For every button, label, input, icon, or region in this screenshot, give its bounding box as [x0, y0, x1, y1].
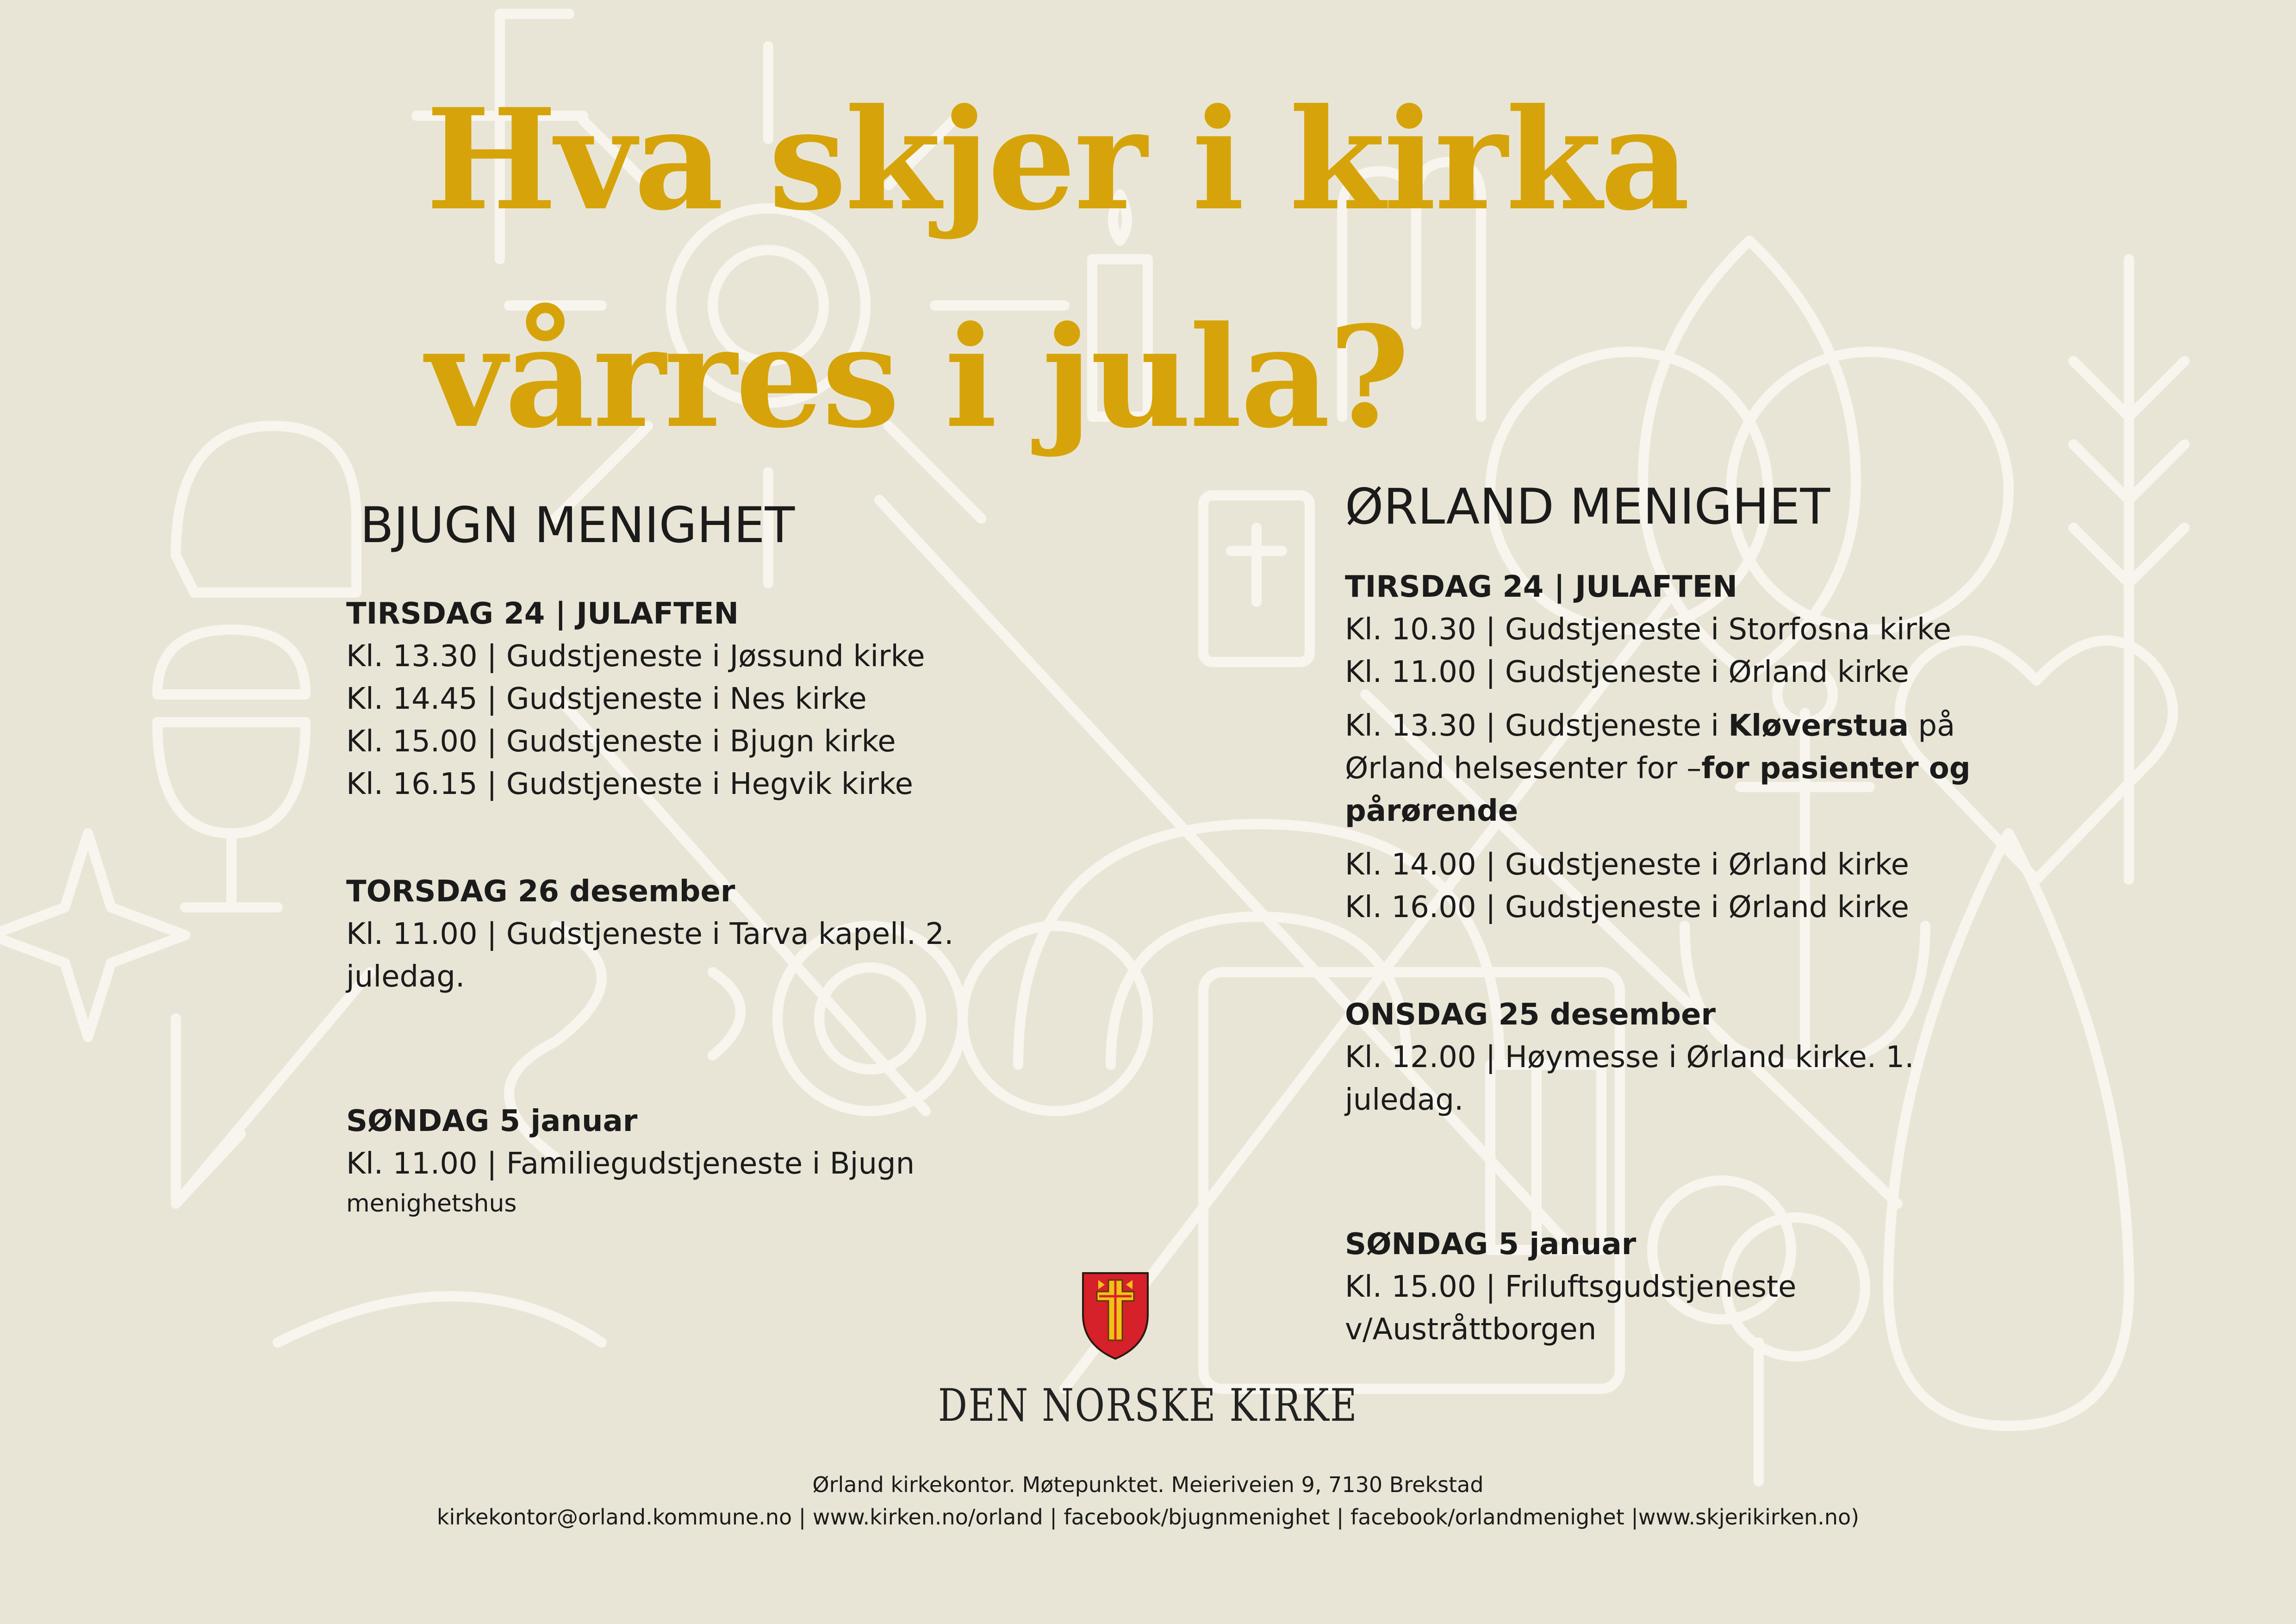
orland-service: Kl. 16.00 | Gudstjeneste i Ørland kirke: [1345, 890, 1910, 924]
orland-service-cont: juledag.: [1345, 1083, 1464, 1117]
orland-service-cont: v/Austråttborgen: [1345, 1312, 1597, 1347]
bjugn-day-2-title: TORSDAG 26 desember: [346, 874, 735, 909]
orland-service: Kl. 14.00 | Gudstjeneste i Ørland kirke: [1345, 848, 1910, 882]
bjugn-service-cont: juledag.: [346, 960, 465, 994]
text-run-bold: Kløverstua: [1728, 709, 1909, 743]
text-run-bold: for pasienter og: [1701, 751, 1971, 786]
orland-day-1-title: TIRSDAG 24 | JULAFTEN: [1345, 570, 1738, 604]
orland-day-2-title: ONSDAG 25 desember: [1345, 998, 1716, 1032]
orland-service-kloverstua-cont: [1345, 747, 1984, 790]
orland-service: Kl. 15.00 | Friluftsgudstjeneste: [1345, 1270, 1797, 1304]
footer-links: kirkekontor@orland.kommune.no | www.kirken.no/orland | facebook/bjugnmenighet | facebook/orlandmenighet |www.skjerikirken.no): [436, 1505, 1860, 1530]
bjugn-section: [346, 495, 954, 1222]
bjugn-heading: BJUGN MENIGHET: [360, 497, 795, 554]
bjugn-service: Kl. 13.30 | Gudstjeneste i Jøssund kirke: [346, 639, 925, 674]
orland-service: Kl. 12.00 | Høymesse i Ørland kirke. 1.: [1345, 1040, 1914, 1074]
bjugn-service: Kl. 11.00 | Familiegudstjeneste i Bjugn: [346, 1147, 915, 1181]
bjugn-service: Kl. 11.00 | Gudstjeneste i Tarva kapell. 2.: [346, 917, 954, 951]
bjugn-day-3-title: SØNDAG 5 januar: [346, 1104, 638, 1138]
church-shield-logo-icon: [1081, 1271, 1150, 1361]
orland-section: [1345, 477, 1984, 1351]
bjugn-service: Kl. 15.00 | Gudstjeneste i Bjugn kirke: [346, 725, 896, 759]
page-title: [426, 51, 1688, 486]
bjugn-day-1-title: TIRSDAG 24 | JULAFTEN: [346, 597, 739, 631]
title-line-2: vårres i jula?: [426, 295, 1408, 459]
bjugn-service: Kl. 14.45 | Gudstjeneste i Nes kirke: [346, 682, 867, 716]
orland-service: Kl. 11.00 | Gudstjeneste i Ørland kirke: [1345, 655, 1910, 689]
text-run: Kl. 13.30 | Gudstjeneste i: [1345, 709, 1729, 743]
orland-day-3-title: SØNDAG 5 januar: [1345, 1227, 1636, 1262]
orland-service: Kl. 10.30 | Gudstjeneste i Storfosna kirke: [1345, 612, 1952, 647]
orland-heading: ØRLAND MENIGHET: [1345, 478, 1830, 535]
bjugn-service: Kl. 16.15 | Gudstjeneste i Hegvik kirke: [346, 767, 913, 801]
orland-service-kloverstua: [1345, 705, 1984, 747]
title-line-1: Hva skjer i kirka: [426, 78, 1688, 241]
text-run: Ørland helsesenter for –: [1345, 751, 1702, 786]
orland-service-kloverstua-cont: pårørende: [1345, 794, 1518, 828]
organization-name: DEN NORSKE KIRKE: [938, 1380, 1358, 1431]
footer-address: Ørland kirkekontor. Møtepunktet. Meieriveien 9, 7130 Brekstad: [812, 1472, 1484, 1497]
bjugn-service-cont: menighetshus: [346, 1190, 517, 1218]
text-run: på: [1909, 709, 1955, 743]
